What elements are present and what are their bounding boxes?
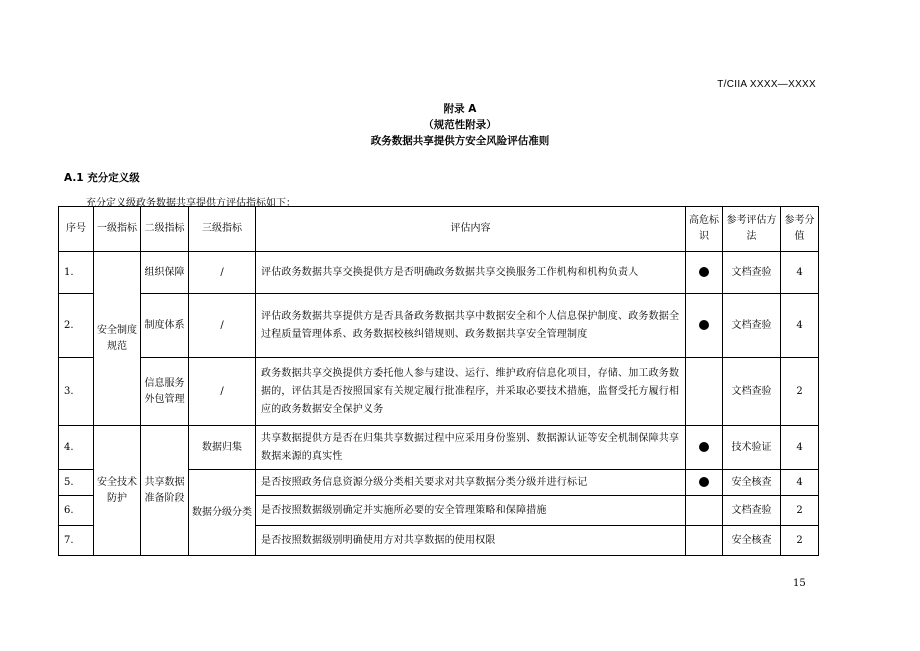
content-cell: 评估政务数据共享交换提供方是否明确政务数据共享交换服务工作机构和机构负责人	[256, 252, 686, 294]
level3-cell: 数据分级分类	[189, 470, 256, 556]
header-level1: 一级指标	[94, 207, 141, 252]
score-cell: 4	[781, 252, 819, 294]
method-cell: 文档查验	[723, 358, 781, 426]
high-risk-cell	[686, 294, 723, 358]
high-risk-cell	[686, 496, 723, 526]
table-row	[59, 426, 819, 470]
header-level3: 三级指标	[189, 207, 256, 252]
row-seq: 7.	[59, 526, 94, 556]
appendix-title: 政务数据共享提供方安全风险评估准则	[370, 135, 550, 147]
criteria-table	[58, 206, 819, 556]
header-level2: 二级指标	[141, 207, 189, 252]
high-risk-dot-icon	[699, 442, 709, 452]
high-risk-dot-icon	[699, 320, 709, 330]
method-cell: 文档查验	[723, 294, 781, 358]
row-seq: 2.	[59, 294, 94, 358]
high-risk-cell	[686, 526, 723, 556]
standard-code: T/CIIA XXXX—XXXX	[717, 79, 816, 90]
level2-cell: 信息服务外包管理	[141, 358, 189, 426]
header-risk: 高危标识	[686, 207, 723, 252]
high-risk-cell	[686, 470, 723, 496]
level3-cell: /	[189, 294, 256, 358]
row-seq: 1.	[59, 252, 94, 294]
level2-cell: 组织保障	[141, 252, 189, 294]
appendix-type: （规范性附录）	[423, 119, 497, 131]
level2-cell: 制度体系	[141, 294, 189, 358]
section-heading: A.1 充分定义级	[64, 172, 140, 184]
row-seq: 3.	[59, 358, 94, 426]
score-cell: 2	[781, 526, 819, 556]
header-seq: 序号	[59, 207, 94, 252]
section-intro: 充分定义级政务数据共享提供方评估指标如下：	[86, 198, 296, 209]
content-cell: 是否按照政务信息资源分级分类相关要求对共享数据分类分级并进行标记	[256, 470, 686, 496]
table-header-row	[59, 207, 819, 252]
score-cell: 2	[781, 496, 819, 526]
score-cell: 2	[781, 358, 819, 426]
high-risk-cell	[686, 426, 723, 470]
row-seq: 6.	[59, 496, 94, 526]
content-cell: 是否按照数据级别明确使用方对共享数据的使用权限	[256, 526, 686, 556]
high-risk-dot-icon	[699, 267, 709, 277]
level1-cell: 安全制度规范	[94, 252, 141, 426]
content-cell: 评估政务数据共享提供方是否具备政务数据共享中数据安全和个人信息保护制度、政务数据全过程质量管理体系、政务数据校核纠错规则、政务数据共享安全管理制度	[256, 294, 686, 358]
high-risk-cell	[686, 358, 723, 426]
method-cell: 文档查验	[723, 252, 781, 294]
score-cell: 4	[781, 426, 819, 470]
table-row	[59, 358, 819, 426]
content-cell: 政务数据共享交换提供方委托他人参与建设、运行、维护政府信息化项目，存储、加工政务数据的，评估其是否按照国家有关规定履行批准程序，并采取必要技术措施，监督受托方履行相应的政务数据安全保护义务	[256, 358, 686, 426]
header-method: 参考评估方法	[723, 207, 781, 252]
high-risk-dot-icon	[699, 477, 709, 487]
level3-cell: 数据归集	[189, 426, 256, 470]
score-cell: 4	[781, 294, 819, 358]
content-cell: 是否按照数据级别确定并实施所必要的安全管理策略和保障措施	[256, 496, 686, 526]
level2-cell: 共享数据准备阶段	[141, 426, 189, 556]
header-score: 参考分值	[781, 207, 819, 252]
level3-cell: /	[189, 358, 256, 426]
page-number: 15	[793, 578, 806, 589]
row-seq: 4.	[59, 426, 94, 470]
method-cell: 安全核查	[723, 526, 781, 556]
appendix-label: 附录 A	[443, 103, 477, 115]
method-cell: 文档查验	[723, 496, 781, 526]
header-content: 评估内容	[256, 207, 686, 252]
level3-cell: /	[189, 252, 256, 294]
high-risk-cell	[686, 252, 723, 294]
table-row	[59, 252, 819, 294]
method-cell: 技术验证	[723, 426, 781, 470]
content-cell: 共享数据提供方是否在归集共享数据过程中应采用身份鉴别、数据源认证等安全机制保障共享数据来源的真实性	[256, 426, 686, 470]
level1-cell: 安全技术防护	[94, 426, 141, 556]
table-row	[59, 294, 819, 358]
method-cell: 安全核查	[723, 470, 781, 496]
row-seq: 5.	[59, 470, 94, 496]
score-cell: 4	[781, 470, 819, 496]
